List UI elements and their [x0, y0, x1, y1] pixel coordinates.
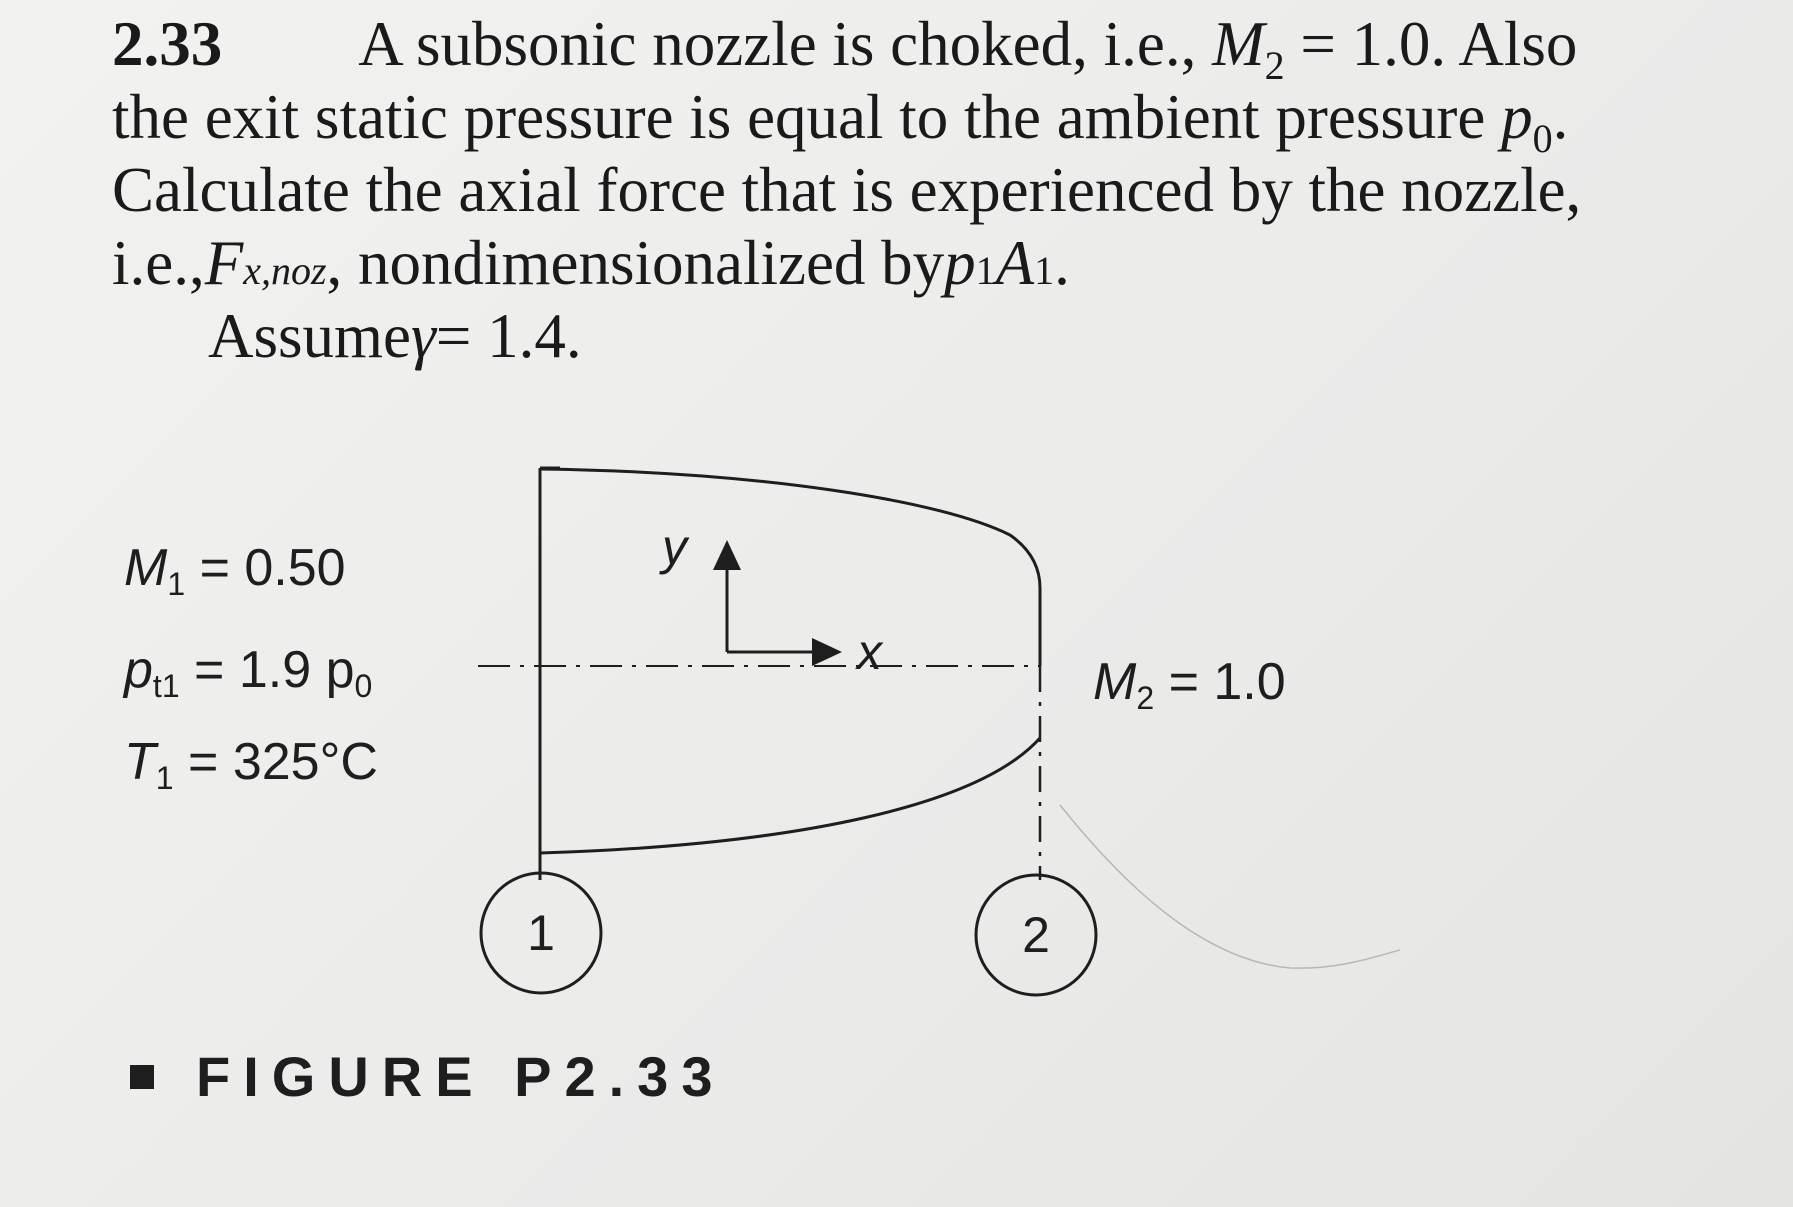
y-axis-arrowhead: [713, 540, 741, 570]
caption-square-icon: [130, 1065, 154, 1089]
station-2-label: 2: [1022, 907, 1050, 963]
assumption-line: Assume γ = 1.4.: [208, 301, 582, 371]
problem-line-3: Calculate the axial force that is experienced by the nozzle,: [112, 155, 1582, 225]
pencil-mark: [1060, 805, 1400, 968]
figure-caption: FIGURE P2.33: [130, 1044, 725, 1109]
given-m1: $M_1 = 0.50$: [124, 539, 346, 602]
exit-mach-label: $M_2 = 1.0$: [1093, 653, 1286, 716]
problem-number: 2.33: [112, 9, 223, 79]
y-axis-label: y: [662, 519, 687, 575]
problem-line-4: i.e., F x,noz , nondimensionalized by p 1 A 1 .: [112, 228, 1070, 298]
given-t1: $T_1 = 325^\circ C$: [124, 733, 378, 796]
x-axis-label: x: [857, 624, 882, 680]
problem-line-1: 2.33 A subsonic nozzle is choked, i.e., $M_2 = 1.0$. Also: [112, 9, 1578, 88]
station-1-label: 1: [527, 905, 555, 961]
nozzle-upper-wall: [540, 468, 1040, 666]
nozzle-lower-wall: [540, 738, 1040, 853]
problem-line-2: the exit static pressure is equal to the ambient pressure $p_0$.: [112, 82, 1569, 161]
x-axis-arrowhead: [812, 638, 842, 666]
given-pt1: $p_{t1} = 1.9$ $p_0$: [124, 641, 373, 704]
